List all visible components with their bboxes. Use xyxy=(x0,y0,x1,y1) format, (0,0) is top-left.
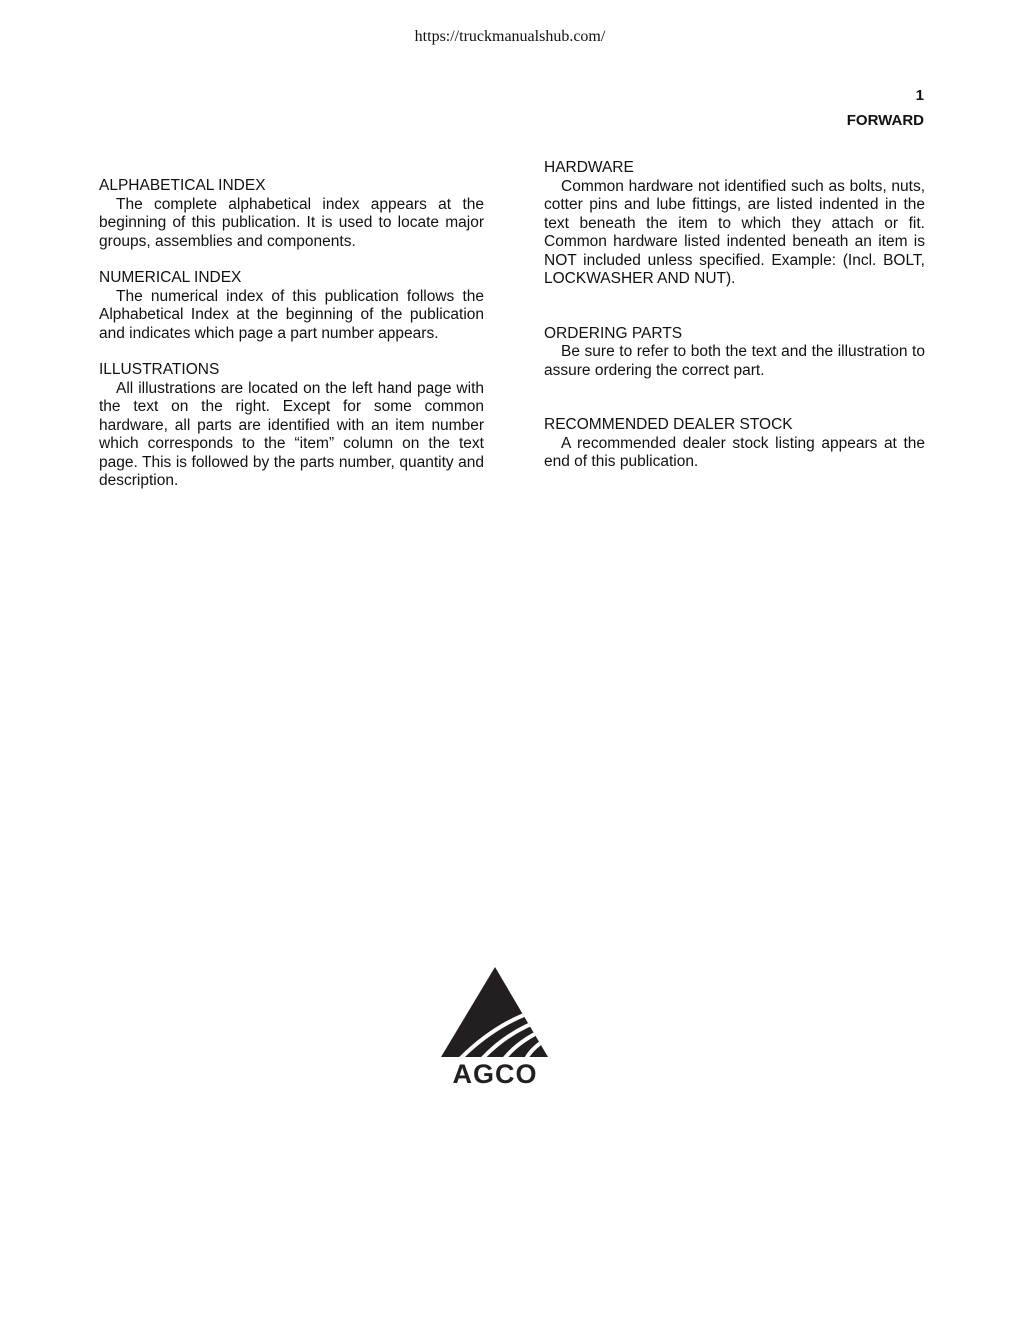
page-title: FORWARD xyxy=(846,112,924,129)
source-url: https://truckmanualshub.com/ xyxy=(414,28,606,45)
section-heading: ORDERING PARTS xyxy=(544,324,683,342)
section-alphabetical-index xyxy=(99,177,484,251)
section-recommended-dealer-stock xyxy=(544,416,925,472)
section-heading: HARDWARE xyxy=(544,159,634,176)
section-hardware xyxy=(544,159,925,289)
agco-logo xyxy=(440,967,550,1087)
left-column xyxy=(99,177,484,509)
page-number: 1 xyxy=(915,87,924,104)
agco-wordmark: AGCO xyxy=(452,1059,538,1087)
section-illustrations xyxy=(99,361,484,491)
section-heading: NUMERICAL INDEX xyxy=(99,269,242,286)
section-body: The complete alphabetical index appears at the beginning of this publication. It is used to locate major groups, assemblies and components. xyxy=(99,195,484,250)
section-numerical-index xyxy=(99,269,484,343)
right-column xyxy=(544,159,925,490)
section-heading: RECOMMENDED DEALER STOCK xyxy=(544,416,793,433)
agco-triangle-logo-icon xyxy=(440,967,550,1087)
section-body: Be sure to refer to both the text and the illustration to assure ordering the correct part. xyxy=(544,343,925,379)
section-body: The numerical index of this publication follows the Alphabetical Index at the beginning of the publication and indicates which page a part number appears. xyxy=(99,287,484,342)
section-body: All illustrations are located on the left hand page with the text on the right. Except for some common hardware, all parts are identified with an item number which corresponds to the “item” column on the text page. This is followed by the parts number, quantity and description. xyxy=(99,379,484,489)
section-heading: ILLUSTRATIONS xyxy=(99,361,220,378)
section-body: Common hardware not identified such as bolts, nuts, cotter pins and lube fittings, are listed indented in the text beneath the item to which they attach or fit. Common hardware listed indented beneath an item is NOT included unless specified. Example: (Incl. BOLT, LOCKWASHER AND NUT). xyxy=(544,177,925,287)
section-body: A recommended dealer stock listing appears at the end of this publication. xyxy=(544,434,925,470)
section-heading: ALPHABETICAL INDEX xyxy=(99,177,266,194)
section-ordering-parts xyxy=(544,325,925,381)
